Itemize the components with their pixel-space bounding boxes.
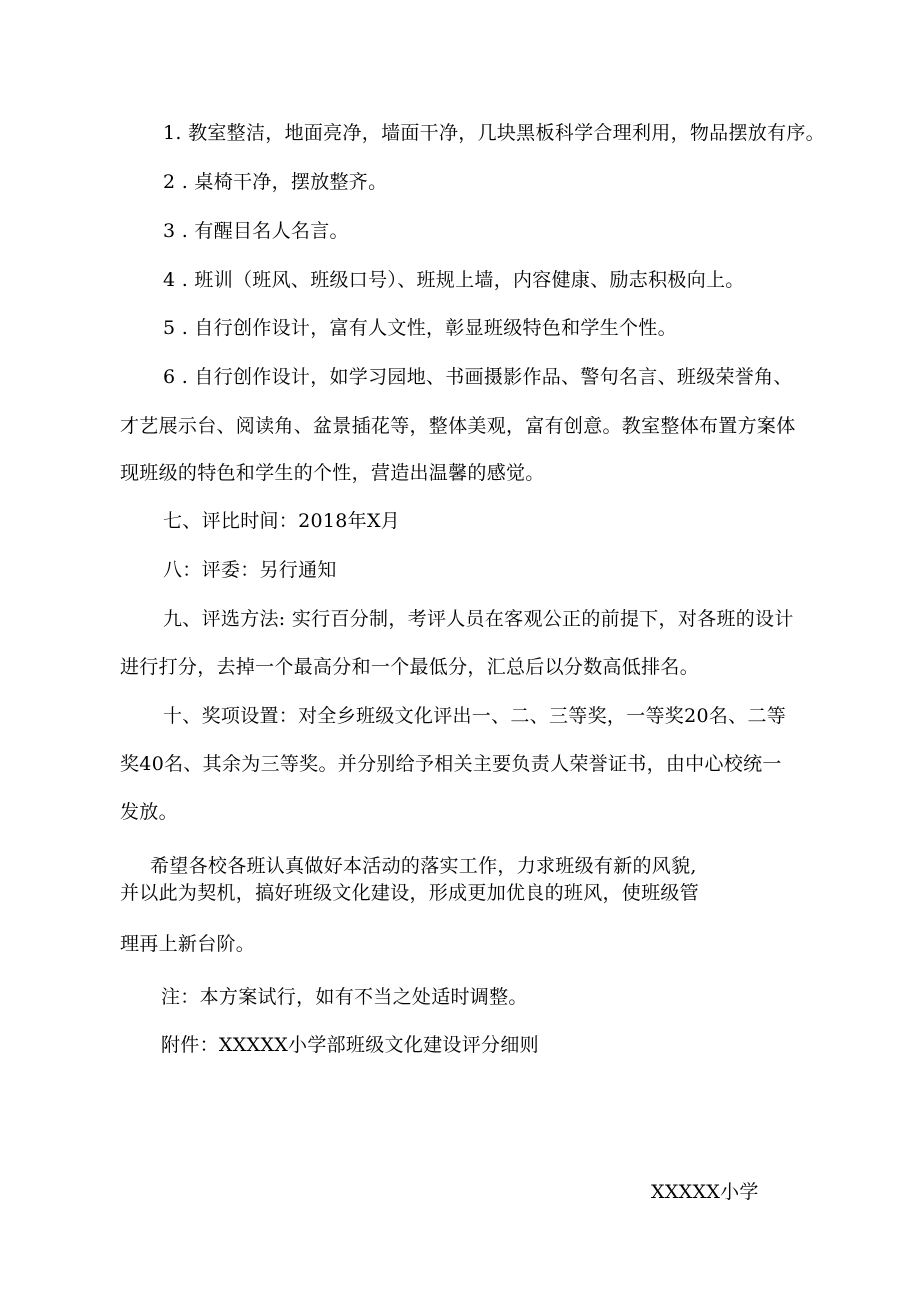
criteria-item-2: 2 . 桌椅干净，摆放整齐。 [163,171,388,193]
criteria-item-6-cont-2: 现班级的特色和学生的个性，营造出温馨的感觉。 [120,462,545,484]
section-judges: 八：评委：另行通知 [163,559,337,581]
closing-attachment: 附件：XXXXX小学部班级文化建设评分细则 [161,1034,539,1056]
signature: XXXXX小学 [651,1181,759,1203]
criteria-item-1: 1. 教室整洁，地面亮净，墙面干净，几块黑板科学合理利用，物品摆放有序。 [163,122,825,144]
closing-hope-line-2: 并以此为契机，搞好班级文化建设，形成更加优良的班风，使班级管 [120,882,700,904]
section-awards-line-1: 十、奖项设置：对全乡班级文化评出一、二、三等奖，一等奖20名、二等 [163,705,787,727]
section-time: 七、评比时间：2018年X月 [163,510,401,532]
criteria-item-5: 5 . 自行创作设计，富有人文性，彰显班级特色和学生个性。 [163,317,677,339]
section-method-line-1: 九、评选方法: 实行百分制，考评人员在客观公正的前提下，对各班的设计 [163,608,794,630]
closing-hope-line-1: 希望各校各班认真做好本活动的落实工作，力求班级有新的风貌, [150,855,697,877]
criteria-item-3: 3 . 有醒目名人名言。 [163,220,349,242]
section-awards-line-2: 奖40名、其余为三等奖。并分别给予相关主要负责人荣誉证书，由中心校统一 [120,753,782,775]
criteria-item-4: 4 . 班训（班风、班级口号）、班规上墙，内容健康、励志积极向上。 [163,269,745,291]
section-awards-line-3: 发放。 [120,801,178,823]
criteria-item-6: 6 . 自行创作设计，如学习园地、书画摄影作品、警句名言、班级荣誉角、 [163,366,793,388]
closing-note: 注：本方案试行，如有不当之处适时调整。 [161,986,528,1008]
criteria-item-6-cont-1: 才艺展示台、阅读角、盆景插花等，整体美观，富有创意。教室整体布置方案体 [120,415,796,437]
closing-hope-line-3: 理再上新台阶。 [120,933,256,955]
section-method-line-2: 进行打分，去掉一个最高分和一个最低分，汇总后以分数高低排名。 [120,656,700,678]
